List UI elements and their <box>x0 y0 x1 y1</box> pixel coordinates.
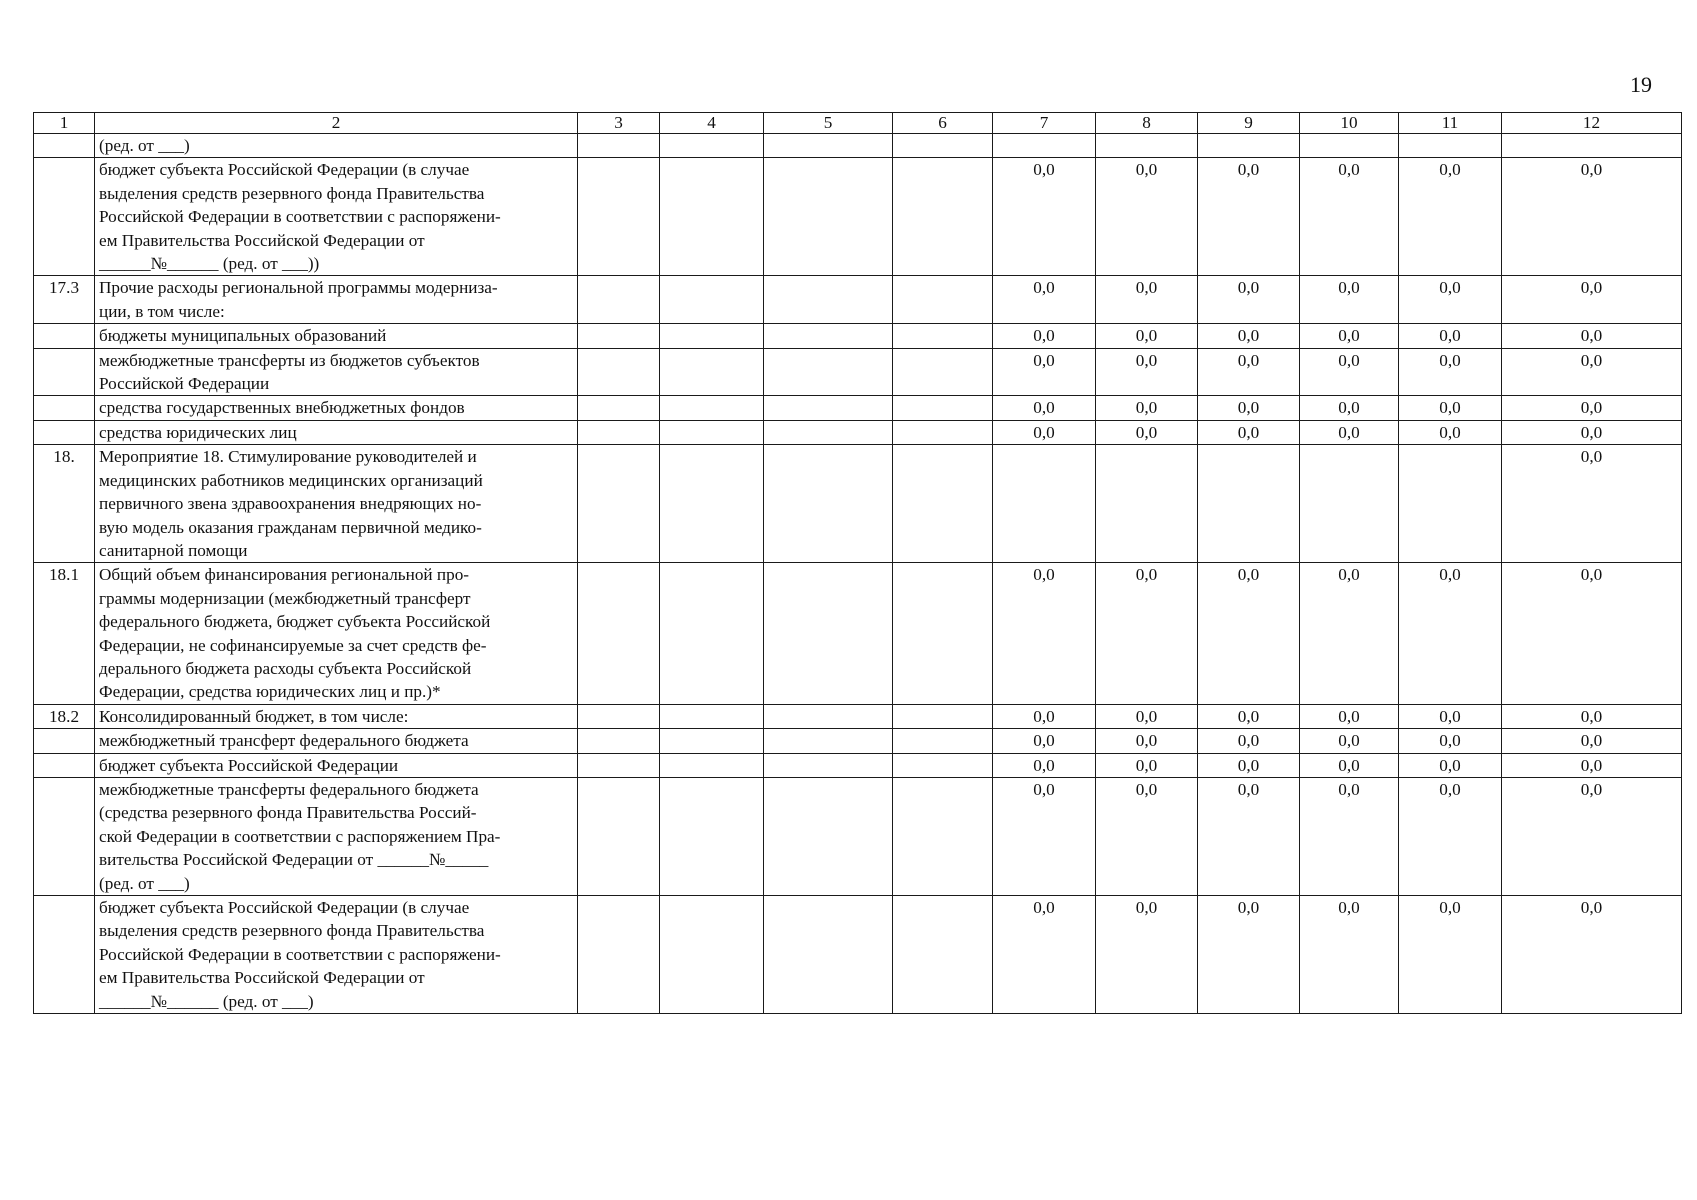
value-cell <box>764 704 893 728</box>
value-cell <box>893 276 993 324</box>
row-number: 18.2 <box>34 704 95 728</box>
column-header: 7 <box>993 113 1096 134</box>
value-cell: 0,0 <box>1399 563 1502 704</box>
row-description: бюджет субъекта Российской Федерации <box>95 753 578 777</box>
value-cell <box>578 753 660 777</box>
value-cell: 0,0 <box>1300 777 1399 895</box>
value-cell: 0,0 <box>993 324 1096 348</box>
value-cell: 0,0 <box>993 729 1096 753</box>
value-cell <box>893 563 993 704</box>
column-header: 2 <box>95 113 578 134</box>
value-cell <box>1399 134 1502 158</box>
value-cell <box>893 158 993 276</box>
value-cell: 0,0 <box>1502 896 1682 1014</box>
table-row <box>34 704 1682 728</box>
value-cell: 0,0 <box>1096 158 1198 276</box>
budget-table <box>33 112 1682 1014</box>
value-cell <box>578 445 660 563</box>
value-cell <box>660 348 764 396</box>
column-header: 9 <box>1198 113 1300 134</box>
table-row <box>34 753 1682 777</box>
value-cell: 0,0 <box>1502 445 1682 563</box>
value-cell: 0,0 <box>1096 276 1198 324</box>
row-number <box>34 324 95 348</box>
value-cell <box>578 704 660 728</box>
value-cell: 0,0 <box>1096 704 1198 728</box>
value-cell: 0,0 <box>1096 420 1198 444</box>
value-cell <box>1198 445 1300 563</box>
value-cell <box>1399 445 1502 563</box>
value-cell: 0,0 <box>1198 348 1300 396</box>
value-cell: 0,0 <box>1198 729 1300 753</box>
value-cell: 0,0 <box>1502 753 1682 777</box>
header-row <box>34 113 1682 134</box>
value-cell: 0,0 <box>1502 348 1682 396</box>
value-cell <box>578 348 660 396</box>
value-cell <box>764 134 893 158</box>
row-description: Прочие расходы региональной программы модерниза- ции, в том числе: <box>95 276 578 324</box>
table-row <box>34 158 1682 276</box>
value-cell: 0,0 <box>1096 396 1198 420</box>
value-cell <box>660 729 764 753</box>
value-cell: 0,0 <box>993 276 1096 324</box>
value-cell: 0,0 <box>1300 324 1399 348</box>
value-cell <box>660 158 764 276</box>
value-cell <box>578 777 660 895</box>
value-cell <box>578 134 660 158</box>
row-number <box>34 777 95 895</box>
value-cell: 0,0 <box>1198 563 1300 704</box>
value-cell <box>893 777 993 895</box>
value-cell <box>1502 134 1682 158</box>
column-header: 3 <box>578 113 660 134</box>
row-number <box>34 729 95 753</box>
value-cell: 0,0 <box>1399 704 1502 728</box>
value-cell <box>764 563 893 704</box>
value-cell <box>660 704 764 728</box>
column-header: 11 <box>1399 113 1502 134</box>
value-cell <box>660 445 764 563</box>
value-cell: 0,0 <box>993 704 1096 728</box>
value-cell: 0,0 <box>1300 276 1399 324</box>
table-row <box>34 420 1682 444</box>
row-number <box>34 896 95 1014</box>
value-cell: 0,0 <box>1399 753 1502 777</box>
value-cell: 0,0 <box>1399 729 1502 753</box>
row-description: Мероприятие 18. Стимулирование руководителей и медицинских работников медицинских организаций первичного звена здравоохранения внедряющих но- вую модель оказания гражданам первичной медико- санитарной помощи <box>95 445 578 563</box>
row-description: средства государственных внебюджетных фондов <box>95 396 578 420</box>
column-header: 5 <box>764 113 893 134</box>
value-cell: 0,0 <box>1502 396 1682 420</box>
value-cell <box>660 134 764 158</box>
row-number: 18.1 <box>34 563 95 704</box>
value-cell: 0,0 <box>993 777 1096 895</box>
value-cell: 0,0 <box>1502 563 1682 704</box>
value-cell <box>764 324 893 348</box>
value-cell: 0,0 <box>1198 158 1300 276</box>
value-cell: 0,0 <box>993 396 1096 420</box>
value-cell: 0,0 <box>1502 777 1682 895</box>
value-cell: 0,0 <box>1198 396 1300 420</box>
value-cell: 0,0 <box>993 896 1096 1014</box>
value-cell: 0,0 <box>1096 777 1198 895</box>
value-cell <box>1300 134 1399 158</box>
value-cell <box>578 396 660 420</box>
row-number <box>34 158 95 276</box>
value-cell <box>893 729 993 753</box>
value-cell <box>578 563 660 704</box>
row-description: средства юридических лиц <box>95 420 578 444</box>
value-cell <box>893 753 993 777</box>
value-cell: 0,0 <box>1198 753 1300 777</box>
value-cell <box>578 896 660 1014</box>
value-cell <box>660 324 764 348</box>
row-number <box>34 134 95 158</box>
value-cell <box>993 445 1096 563</box>
value-cell <box>660 896 764 1014</box>
table-row <box>34 445 1682 563</box>
value-cell: 0,0 <box>1198 777 1300 895</box>
value-cell <box>660 420 764 444</box>
column-header: 12 <box>1502 113 1682 134</box>
value-cell: 0,0 <box>1198 276 1300 324</box>
value-cell <box>764 753 893 777</box>
value-cell: 0,0 <box>993 158 1096 276</box>
value-cell <box>893 324 993 348</box>
row-description: межбюджетные трансферты из бюджетов субъектов Российской Федерации <box>95 348 578 396</box>
value-cell <box>1198 134 1300 158</box>
table-row <box>34 134 1682 158</box>
value-cell: 0,0 <box>1399 777 1502 895</box>
column-header: 10 <box>1300 113 1399 134</box>
value-cell <box>993 134 1096 158</box>
value-cell <box>764 396 893 420</box>
value-cell <box>578 276 660 324</box>
row-description: бюджеты муниципальных образований <box>95 324 578 348</box>
value-cell <box>578 420 660 444</box>
value-cell: 0,0 <box>993 420 1096 444</box>
value-cell: 0,0 <box>1399 420 1502 444</box>
column-header: 6 <box>893 113 993 134</box>
table-row <box>34 396 1682 420</box>
value-cell: 0,0 <box>1300 729 1399 753</box>
table-row <box>34 777 1682 895</box>
row-number: 17.3 <box>34 276 95 324</box>
table-row <box>34 324 1682 348</box>
table-row <box>34 729 1682 753</box>
value-cell: 0,0 <box>993 348 1096 396</box>
row-number <box>34 420 95 444</box>
value-cell <box>578 729 660 753</box>
row-description: бюджет субъекта Российской Федерации (в случае выделения средств резервного фонда Правительства Российской Федерации в соответствии с распоряжени- ем Правительства Российской Федерации от ______№______ (ред. от ___) <box>95 896 578 1014</box>
row-description: (ред. от ___) <box>95 134 578 158</box>
value-cell: 0,0 <box>1096 896 1198 1014</box>
value-cell: 0,0 <box>1300 704 1399 728</box>
value-cell <box>764 777 893 895</box>
value-cell <box>764 276 893 324</box>
value-cell <box>1300 445 1399 563</box>
row-description: Общий объем финансирования региональной про- граммы модернизации (межбюджетный трансферт федерального бюджета, бюджет субъекта Российской Федерации, не софинансируемые за счет средств фе- дерального бюджета расходы субъекта Российской Федерации, средства юридических лиц и пр.)* <box>95 563 578 704</box>
value-cell: 0,0 <box>1096 729 1198 753</box>
row-description: межбюджетный трансферт федерального бюджета <box>95 729 578 753</box>
value-cell: 0,0 <box>1198 896 1300 1014</box>
column-header: 8 <box>1096 113 1198 134</box>
value-cell: 0,0 <box>1399 324 1502 348</box>
table-row <box>34 563 1682 704</box>
value-cell <box>893 348 993 396</box>
value-cell <box>764 445 893 563</box>
column-header: 1 <box>34 113 95 134</box>
value-cell <box>660 777 764 895</box>
table-row <box>34 276 1682 324</box>
value-cell: 0,0 <box>1096 348 1198 396</box>
value-cell: 0,0 <box>1096 563 1198 704</box>
row-number: 18. <box>34 445 95 563</box>
value-cell <box>764 896 893 1014</box>
value-cell <box>893 896 993 1014</box>
value-cell <box>1096 445 1198 563</box>
row-number <box>34 396 95 420</box>
value-cell: 0,0 <box>1502 420 1682 444</box>
value-cell <box>893 445 993 563</box>
value-cell <box>764 420 893 444</box>
table-row <box>34 896 1682 1014</box>
value-cell <box>764 348 893 396</box>
value-cell <box>578 158 660 276</box>
row-description: Консолидированный бюджет, в том числе: <box>95 704 578 728</box>
value-cell: 0,0 <box>1300 348 1399 396</box>
value-cell: 0,0 <box>1399 276 1502 324</box>
value-cell: 0,0 <box>1096 753 1198 777</box>
value-cell: 0,0 <box>1300 158 1399 276</box>
value-cell: 0,0 <box>1300 396 1399 420</box>
value-cell <box>893 420 993 444</box>
value-cell <box>578 324 660 348</box>
value-cell: 0,0 <box>1502 729 1682 753</box>
page-number: 19 <box>1630 72 1652 97</box>
value-cell: 0,0 <box>1300 563 1399 704</box>
value-cell: 0,0 <box>1300 896 1399 1014</box>
value-cell: 0,0 <box>1198 704 1300 728</box>
value-cell <box>893 134 993 158</box>
value-cell <box>660 563 764 704</box>
value-cell: 0,0 <box>1399 348 1502 396</box>
value-cell: 0,0 <box>1300 753 1399 777</box>
value-cell: 0,0 <box>993 753 1096 777</box>
row-description: межбюджетные трансферты федерального бюджета (средства резервного фонда Правительства Россий- ской Федерации в соответствии с распоряжением Пра- вительства Российской Федерации от ______№_____ (ред. от ___) <box>95 777 578 895</box>
value-cell <box>764 158 893 276</box>
value-cell: 0,0 <box>1502 704 1682 728</box>
value-cell: 0,0 <box>1502 324 1682 348</box>
value-cell: 0,0 <box>1502 276 1682 324</box>
value-cell: 0,0 <box>1399 158 1502 276</box>
row-description: бюджет субъекта Российской Федерации (в случае выделения средств резервного фонда Правительства Российской Федерации в соответствии с распоряжени- ем Правительства Российской Федерации от ______№______ (ред. от ___)) <box>95 158 578 276</box>
value-cell: 0,0 <box>1198 420 1300 444</box>
value-cell <box>660 396 764 420</box>
value-cell: 0,0 <box>1399 896 1502 1014</box>
row-number <box>34 753 95 777</box>
row-number <box>34 348 95 396</box>
value-cell: 0,0 <box>1096 324 1198 348</box>
value-cell <box>660 276 764 324</box>
value-cell: 0,0 <box>1300 420 1399 444</box>
value-cell: 0,0 <box>1399 396 1502 420</box>
value-cell <box>764 729 893 753</box>
value-cell <box>1096 134 1198 158</box>
value-cell: 0,0 <box>1198 324 1300 348</box>
value-cell <box>893 704 993 728</box>
table-row <box>34 348 1682 396</box>
value-cell: 0,0 <box>993 563 1096 704</box>
column-header: 4 <box>660 113 764 134</box>
value-cell <box>893 396 993 420</box>
value-cell: 0,0 <box>1502 158 1682 276</box>
value-cell <box>660 753 764 777</box>
